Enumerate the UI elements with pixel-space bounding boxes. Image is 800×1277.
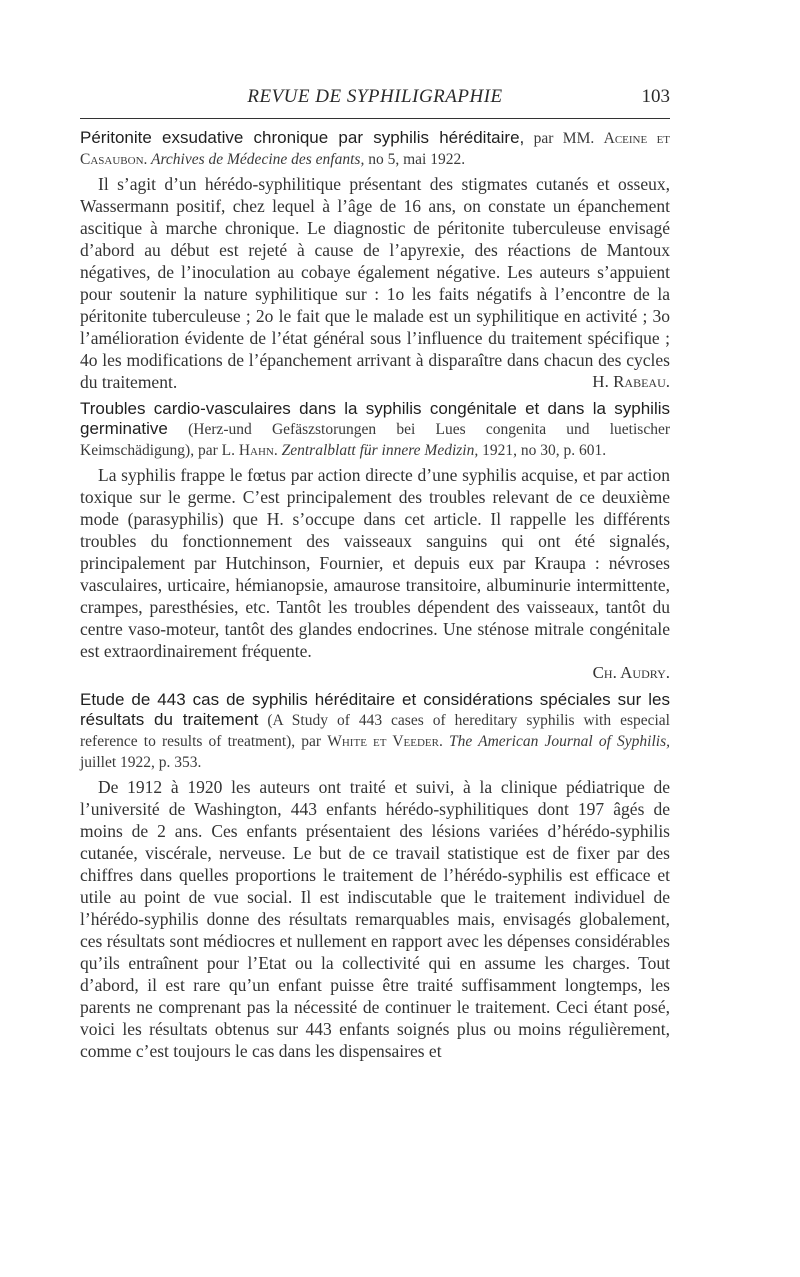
article-journal: Zentralblatt für innere Medizin,	[277, 442, 479, 459]
article-heading	[80, 128, 670, 170]
article-signature: H. Rabeau.	[592, 372, 670, 391]
article-signature: Ch. Audry.	[592, 663, 670, 682]
article-etude-443	[80, 690, 670, 1062]
article-title: Troubles cardio-vasculaires dans la syphilis congénitale et dans la syphilis germinative	[80, 399, 670, 438]
article-authors-prefix: par MM.	[524, 130, 604, 147]
article-authors: Hahn.	[238, 442, 278, 459]
article-title: Péritonite exsudative chronique par syphilis héréditaire,	[80, 128, 525, 147]
article-authors-prefix: (A Study of 443 cases of hereditary syphilis with especial reference to results of treatment), par	[80, 712, 670, 750]
article-authors: Aceine et Casaubon.	[80, 130, 671, 168]
article-authors-prefix: (Herz-und Gefäszstorungen bei Lues congenita und luetischer Keimschädigung), par L.	[80, 421, 670, 459]
article-journal: Archives de Médecine des enfants,	[147, 151, 365, 168]
article-citation: 1921, no 30, p. 601.	[478, 442, 607, 459]
article-peritonite	[80, 128, 670, 393]
article-citation: juillet 1922, p. 353.	[80, 754, 202, 771]
header-rule	[80, 118, 670, 119]
running-head	[80, 86, 670, 110]
article-citation: no 5, mai 1922.	[364, 151, 466, 168]
article-body: Il s’agit d’un hérédo-syphilitique présentant des stigmates cutanés et osseux, Wassermann positif, chez lequel à l’âge de 16 ans, on constate un épanchement ascitique à marche chronique. Le diagnostic de péritonite tuberculeuse envisagé d’abord au début est rejeté à cause de l’apyrexie, des réactions de Mantoux négatives, de l’inoculation au cobaye également négative. Les auteurs s’appuient pour soutenir la nature syphilitique sur : 1o les faits négatifs à l’encontre de la péritonite tuberculeuse ; 2o le fait que le malade est un syphilitique en activité ; 3o l’amélioration évidente de l’état général sous l’influence du traitement spécifique ; 4o les modifications de l’épanchement arrivant à disparaître dans chacun des cycles du traitement.	[80, 174, 670, 392]
article-heading	[80, 690, 670, 773]
article-title: Etude de 443 cas de syphilis héréditaire et considérations spéciales sur les résultats du traitement	[80, 690, 670, 729]
article-body: La syphilis frappe le fœtus par action directe d’une syphilis acquise, et par action toxique sur le germe. C’est principalement des troubles relevant de ce deuxième mode (parasyphilis) que H. s’occupe dans cet article. Il rappelle les différents troubles du fonctionnement des vaisseaux sanguins qui ont été signalés, principalement par Hutchinson, Fournier, et depuis eux par Kraupa : névroses vasculaires, urticaire, hémianopsie, amaurose transitoire, albuminurie intermittente, crampes, paresthésies, etc. Tantôt les troubles dépendent des vaisseaux, tantôt du centre vaso-moteur, tantôt des glandes endocrines. Une sténose mitrale congénitale est extraordinairement fréquente.	[80, 465, 670, 661]
article-authors: White et Veeder.	[327, 733, 443, 750]
page-number: 103	[641, 86, 670, 107]
article-troubles-cardio	[80, 399, 670, 684]
article-heading	[80, 399, 670, 461]
page-body	[80, 128, 670, 1068]
article-journal: The American Journal of Syphilis,	[442, 733, 670, 750]
running-title: REVUE DE SYPHILIGRAPHIE	[247, 86, 503, 107]
article-body: De 1912 à 1920 les auteurs ont traité et suivi, à la clinique pédiatrique de l’université de Washington, 443 enfants hérédo-syphilitiques dont 197 âgés de moins de 2 ans. Ces enfants présentaient des lésions variées d’hérédo-syphilis cutanée, viscérale, nerveuse. Le but de ce travail statistique est de fixer par des chiffres dans quelles proportions le traitement de l’hérédo-syphilis est efficace et utile au point de vue social. Il est indiscutable que le traitement individuel de l’hérédo-syphilis donne des résultats remarquables mais, envisagés globalement, ces résultats sont médiocres et nullement en rapport avec les dépenses considérables qu’ils entraînent pour l’Etat ou la collectivité qui en assume les charges. Tout d’abord, il est rare qu’un enfant puisse être traité suffisamment longtemps, les parents ne comprenant pas la nécessité de continuer le traitement. Ceci étant posé, voici les résultats obtenus sur 443 enfants soignés plus ou moins régulièrement, comme c’est toujours le cas dans les dispensaires et	[80, 777, 670, 1061]
